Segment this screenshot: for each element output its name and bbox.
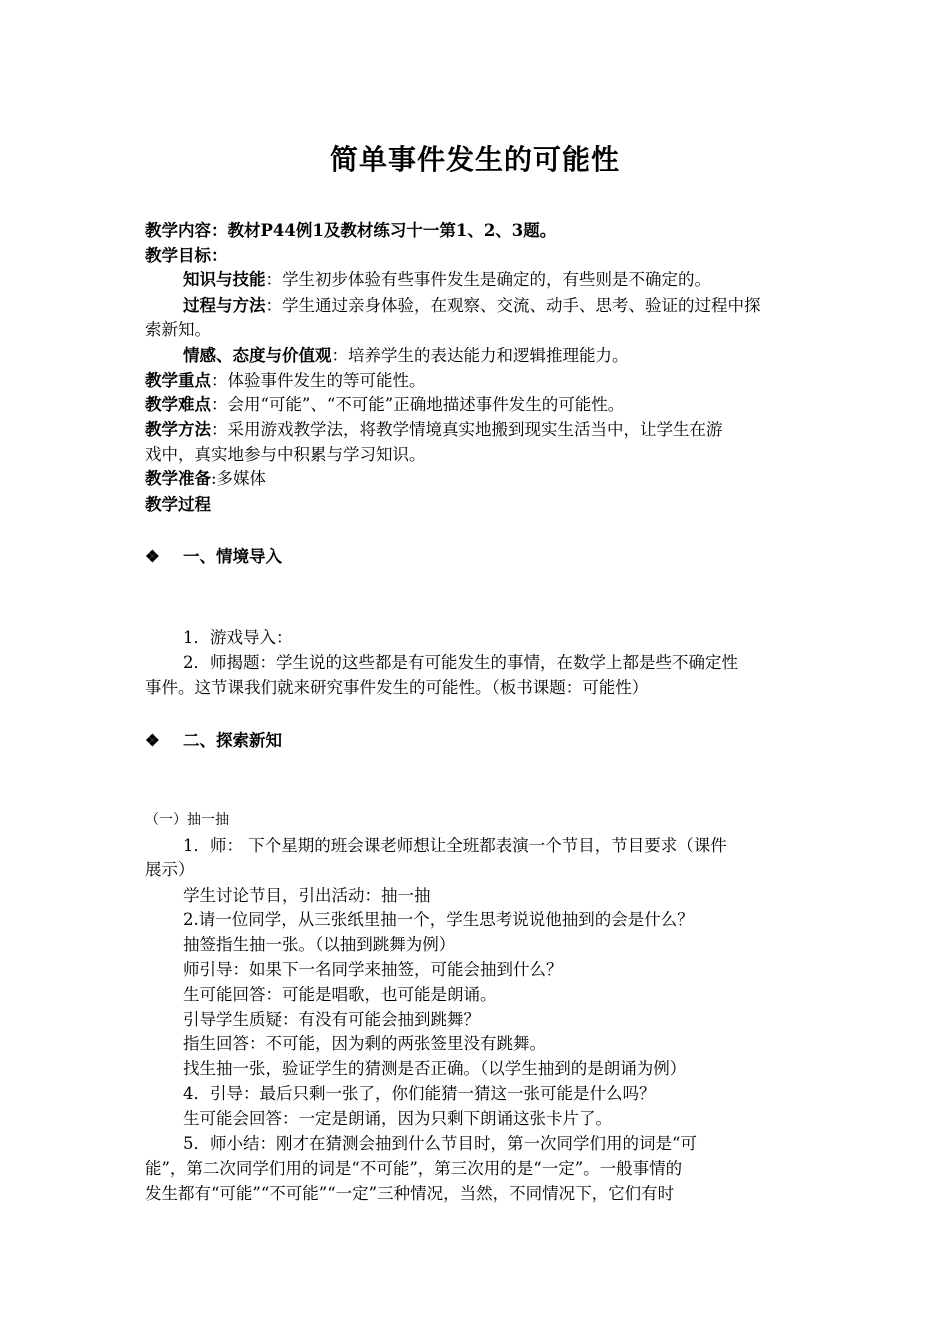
section-2-line: 生可能回答：可能是唱歌，也可能是朗诵。 [183,985,497,1004]
section-2-line: 5．师小结：刚才在猜测会抽到什么节目时，第一次同学们用的词是“可 [183,1134,697,1153]
teaching-process-label: 教学过程 [145,495,211,514]
goal-process-text-2: 索新知。 [145,320,211,339]
teaching-content-text: 教材P44例1及教材练习十一第1、2、3题。 [227,221,557,240]
section-2-line: 引导学生质疑：有没有可能会抽到跳舞？ [183,1010,480,1029]
subsection-title: （一）抽一抽 [145,812,229,828]
difficulty-label: 教学难点 [145,395,211,414]
difficulty [145,393,810,417]
section-2-title: 二、探索新知 [183,731,282,750]
section-2-line: 发生都有“可能”“不可能”“一定”三种情况，当然，不同情况下，它们有时 [145,1184,675,1203]
goal-emotion [183,344,810,368]
diamond-bullet-icon: ❖ [145,547,160,566]
key-point-text: ：体验事件发生的等可能性。 [211,371,426,390]
preparation-text: :多媒体 [211,469,267,488]
method-text-2: 戏中，真实地参与中积累与学习知识。 [145,445,426,464]
section-1-line: 1．游戏导入： [183,628,293,647]
difficulty-text: ：会用“可能”、“不可能”正确地描述事件发生的可能性。 [211,395,625,414]
teaching-goals-label: 教学目标： [145,246,228,265]
method-text-1: ：采用游戏教学法，将教学情境真实地搬到现实生活当中，让学生在游 [211,420,723,439]
section-2-heading [145,729,282,753]
section-2-line: 2.请一位同学，从三张纸里抽一个，学生思考说说他抽到的会是什么？ [183,910,694,929]
teaching-content-label: 教学内容： [145,221,228,240]
section-2-line: 找生抽一张，验证学生的猜测是否正确。（以学生抽到的是朗诵为例） [183,1059,687,1078]
teaching-content-line [145,219,810,243]
section-2-line: 指生回答：不可能，因为剩的两张签里没有跳舞。 [183,1034,546,1053]
section-1-title: 一、情境导入 [183,547,282,566]
section-1-line: 2．师揭题：学生说的这些都是有可能发生的事情，在数学上都是些不确定性 [183,653,738,672]
section-1-line: 事件。这节课我们就来研究事件发生的可能性。（板书课题：可能性） [145,678,649,697]
preparation [145,467,810,491]
section-2-line: 学生讨论节目，引出活动：抽一抽 [183,886,431,905]
section-2-line: 生可能会回答：一定是朗诵，因为只剩下朗诵这张卡片了。 [183,1109,612,1128]
goal-process-label: 过程与方法 [183,296,266,315]
section-2-line: 师引导：如果下一名同学来抽签，可能会抽到什么？ [183,960,563,979]
goal-knowledge-text: ：学生初步体验有些事件发生是确定的，有些则是不确定的。 [265,270,711,289]
goal-emotion-label: 情感、态度与价值观 [183,346,332,365]
method-label: 教学方法 [145,420,211,439]
goal-emotion-text: ：培养学生的表达能力和逻辑推理能力。 [331,346,629,365]
goal-process-text-1: ：学生通过亲身体验，在观察、交流、动手、思考、验证的过程中探 [265,296,761,315]
section-2-line: 4．引导：最后只剩一张了，你们能猜一猜这一张可能是什么吗？ [183,1084,656,1103]
key-point-label: 教学重点 [145,371,211,390]
goal-knowledge-label: 知识与技能 [183,270,266,289]
method [145,418,810,442]
page-title: 简单事件发生的可能性 [329,143,620,176]
key-point [145,369,810,393]
preparation-label: 教学准备 [145,469,211,488]
section-1-heading [145,545,282,569]
diamond-bullet-icon: ❖ [145,731,160,750]
section-2-line: 抽签指生抽一张。（以抽到跳舞为例） [183,935,456,954]
goal-knowledge [183,268,810,292]
section-2-line: 1．师： 下个星期的班会课老师想让全班都表演一个节目，节目要求（课件 [183,836,727,855]
section-2-line: 展示） [145,860,195,879]
section-2-line: 能”，第二次同学们用的词是“不可能”，第三次用的是“一定”。一般事情的 [145,1159,683,1178]
goal-process [183,294,810,318]
